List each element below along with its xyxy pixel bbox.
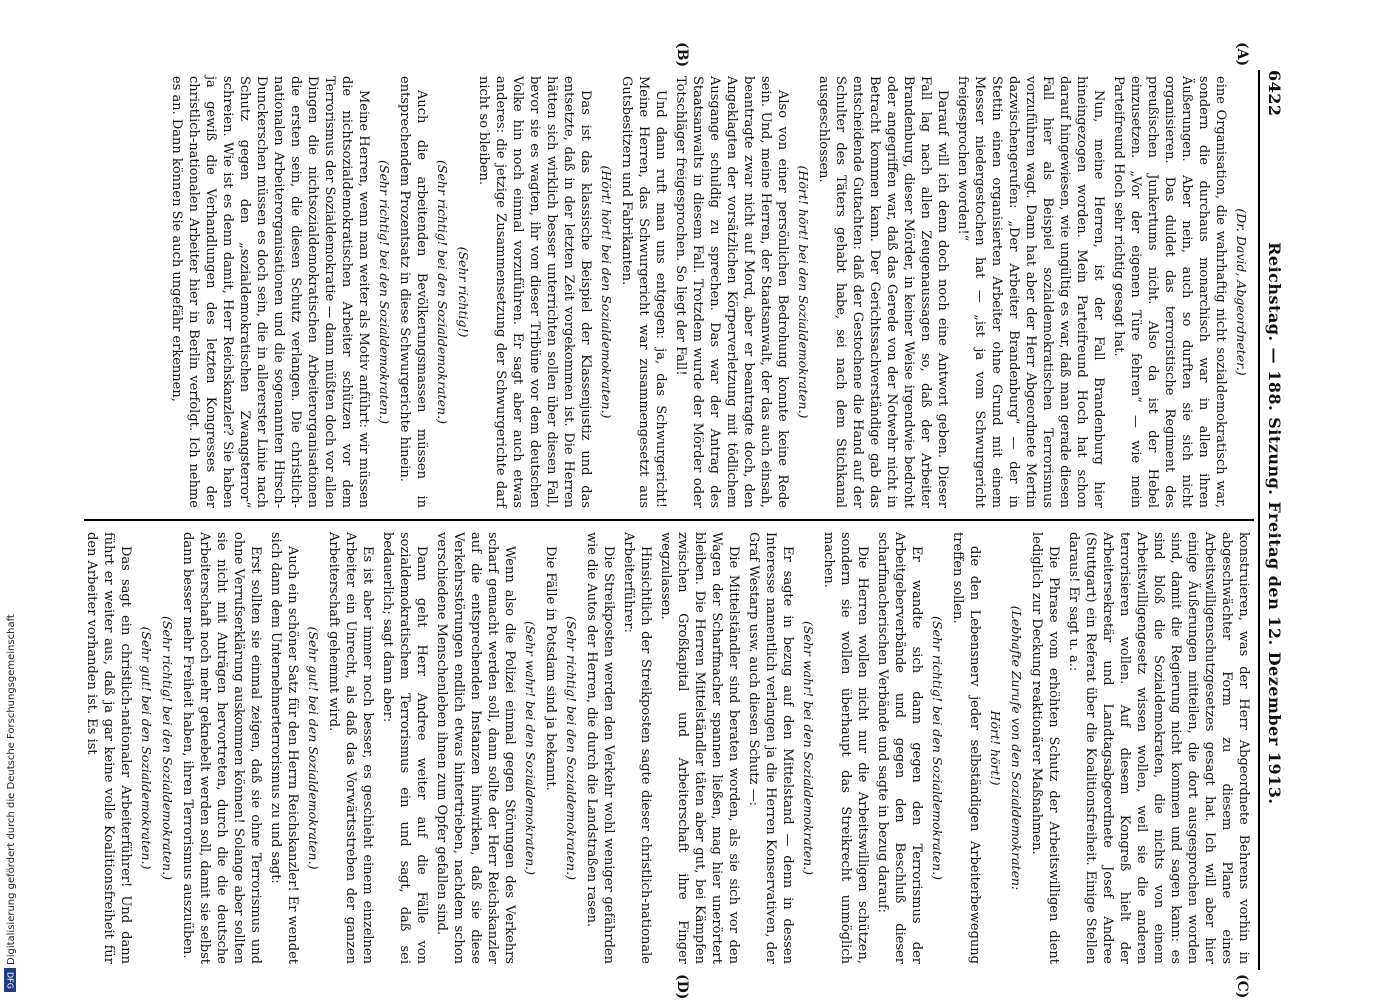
interjection: (Sehr richtig! bei den Sozialdemokraten.) [930, 616, 945, 880]
paragraph: Auch die arbeitenden Bevölkerungsmassen müssen in entsprechendem Prozentsatz in diese Schwurgerichte hinein. [397, 76, 429, 508]
speaker-label: (Dr. David, Abgeordneter.) [1234, 208, 1249, 376]
marker-b: (B) [674, 42, 690, 68]
quote: Die Herren wollen nicht nur die Arbeitswilligen schützen, sondern sie wollen überhaupt das Streikrecht unmöglich machen. [821, 532, 870, 964]
page-title: Reichstag. — 188. Sitzung. Freitag den 12. Dezember 1913. [1265, 242, 1285, 805]
column-right [80, 532, 1252, 964]
quote: Die Streikposten werden den Verkehr wohl weniger gefährden wie die Autos der Herren, die durch die Landstraßen rasen. [584, 532, 616, 964]
paragraph: Meine Herren, wenn man weiter als Motiv anführt: wir müssen die nichtsozialdemokratischen Arbeiter schützen vor dem Terrorismus der Sozialdemokratie — dann müßten doch vor allen Dingen die nichtsozialdemokratischen Arbeiterorganisationen die ersten sein, die diesen Schutz verlangen. Die christlich-nationalen Arbeiterorganisationen und die sogenannten Hirsch-Dunckerschen müssen es doch sein, die in allererster Linie nach Schutz gegen den „sozialdemokratischen Zwangsterror“ schreien. Wie ist es denn damit, Herr Reichskanzler? Sie haben ja gewiß die Verhandlungen des letzten Kongresses der christlich-nationalen Arbeiter hier in Berlin verfolgt. Ich nehme es an. Dann können Sie auch ungefähr erkennen, [169, 76, 371, 508]
interjection: (Sehr richtig!) [456, 246, 471, 338]
paragraph: Hinsichtlich der Streikposten sagte dieser christlich-nationale Arbeiterführer: [621, 532, 653, 964]
paragraph: Darauf will ich denn doch noch eine Antwort geben. Dieser Fall lag nach allen Zeugenaussagen so, daß der Arbeiter Brandenburg, dieser Mörder, in keiner Weise irgendwie bedroht oder angegriffen war, daß das Gerede von der Notwehr nicht in Betracht kommen kann. Der Gerichtssachverständige gab das entscheidende Gutachten: daß der Gestochene die Hand auf der Schulter des Täters gehabt habe, sei nach dem Stichkanal ausgeschlossen. [816, 76, 950, 508]
digitization-credit: Digitalisierung gefördert durch die Deutsche Forschungsgemeinschaft [6, 614, 17, 965]
quote: Die Mittelständler sind beraten worden, als sie sich vor den Wagen der Scharfmacher spannen ließen, mag hier unerörtert bleiben. Die Herren Mittelständler täten aber gut, bei Kämpfen zwischen Großkapital und Arbeiterschaft ihre Finger wegzulassen. [658, 532, 741, 964]
paragraph: Also von einer persönlichen Bedrohung konnte keine Rede sein. Und, meine Herren, der Staatsanwalt, der das auch einsah, beantragte zwar nicht auf Mord, aber er beantragte doch, den Angeklagten der vorsätzlichen Körperverletzung mit tödlichem Ausgange schuldig zu sprechen. Das war der Antrag des Staatsanwalts in diesem Fall. Trotzdem wurde der Mörder oder Totschläger freigesprochen. So liegt der Fall! [673, 76, 790, 508]
quote: Erst sollten sie einmal zeigen, daß sie ohne Terrorismus und ohne Verrufserklärung auskommen können! Solange aber sollten sie nicht mit Anträgen hervortreten, durch die die deutsche Arbeiterschaft noch mehr geknebelt werden soll, damit sie selbst dann besser mehr Freiheit haben, ihren Terrorismus auszuüben. [180, 532, 263, 964]
paragraph: konstruieren, was der Herr Abgeordnete Behrens vorhin in abgeschwächter Form zu diesem Plane eines Arbeitswilligenschutzgesetzes gesagt hat. Ich will aber hier einige Äußerungen mitteilen, die dort ausgesprochen worden sind, damit die Regierung nicht kommen und sagen kann: es sind bloß die Sozialdemokraten, die nichts von einem Arbeitswilligengesetz wissen wollen, weil sie die anderen terrorisieren wollen. Auf diesem Kongreß hielt der Arbeitersekretär und Landtagsabgeordnete Josef Andree (Stuttgart) ein Referat über die Koalitionsfreiheit. Einige Stellen daraus! Er sagt u. a.: [1066, 532, 1251, 964]
page-header [1260, 70, 1290, 970]
paragraph: Er sagte in bezug auf den Mittelstand — denn in dessen Interesse namentlich verlangen ja die Herren Konservativen, der Graf Westarp usw. auch diesen Schutz —: [746, 532, 795, 964]
column-left [165, 76, 1252, 508]
interjection: (Sehr richtig! bei den Sozialdemokraten.) [377, 160, 392, 424]
interjection: (Sehr richtig! bei den Sozialdemokraten.) [435, 160, 450, 424]
header-rule [1258, 70, 1260, 970]
quote: die den Lebensnerv jeder selbständigen Arbeiterbewegung treffen sollen. [950, 532, 982, 964]
interjection: (Sehr gut! bei den Sozialdemokraten.) [139, 626, 154, 870]
paragraph: Das ist das klassische Beispiel der Klassenjustiz und das entsetzte, daß in der letzten Zeit vorgekommen ist. Die Herren hätten sich wirklich besser unterrichten sollen über diesen Fall, bevor sie es wagten, ihr von dieser Tribüne vor dem deutschen Volke hin noch einmal vorzuführen. Er sagt aber auch etwas anderes: die jetzige Zusammensetzung der Schwurgerichte darf nicht so bleiben. [476, 76, 593, 508]
column-divider [84, 519, 1254, 521]
marker-d: (D) [674, 974, 690, 1000]
paragraph: Nun, meine Herren, ist der Fall Brandenburg hier hineingezogen worden. Mein Parteifreund Hoch hat schon darauf hingewiesen, wie ungültig es war, daß man gerade diesen Fall hier als Beispiel sozialdemokratischen Terrorismus vorzuführen wagt. Dann hat aber der Herr Abgeordnete Mertin dazwischengerufen: „Der Arbeiter Brandenburg“ — der in Stettin einen organisierten Arbeiter ohne Grund mit einem Messer niedergestochen hat — „ist ja vom Schwurgericht freigesprochen worden!“ [955, 76, 1106, 508]
paragraph: Und dann ruft man uns entgegen: ja, das Schwurgericht! Meine Herren, das Schwurgericht war zusammengesetzt aus Gutsbesitzern und Fabrikanten. [619, 76, 668, 508]
quote: Die Phrase vom erhöhten Schutz der Arbeitswilligen dient lediglich zur Deckung reaktionärer Maßnahmen. [1029, 532, 1061, 964]
interjection: (Sehr richtig! bei den Sozialdemokraten.) [564, 616, 579, 880]
page-number: 6422 [1265, 70, 1285, 117]
interjection: (Sehr wahr! bei den Sozialdemokraten.) [523, 620, 538, 876]
interjection: (Sehr gut! bei den Sozialdemokraten.) [306, 626, 321, 870]
paragraph: Dann geht Herr Andree weiter auf die Fälle von sozialdemokratischem Terrorismus ein und sagt, daß sei bedauerlich; sagt dann aber: [380, 532, 429, 964]
interjection: (Lebhafte Zurufe von den Sozialdemokraten: [1009, 605, 1024, 891]
paragraph: Auch ein schöner Satz für den Herrn Reichskanzler! Er wendet sich dann dem Unternehmerterrorismus zu und sagt: [268, 532, 300, 964]
marker-a: (A) [1234, 42, 1250, 67]
interjection: Hört! hört!) [988, 710, 1003, 786]
rotated-page [80, 42, 1290, 1000]
interjection: (Sehr wahr! bei den Sozialdemokraten.) [801, 620, 816, 876]
paragraph: Er wandte sich dann gegen den Terrorismus der Arbeitgeberverbände und gegen den Beschluß dieser scharfmacherischen Verbände und sagte in bezug darauf: [875, 532, 924, 964]
interjection: (Hört! hört! bei den Sozialdemokraten.) [599, 165, 614, 419]
paragraph: eine Organisation, die wahrhaftig nicht sozialdemokratisch war, sondern die durchaus monarchisch war in allen ihren Äußerungen. Aber nein, auch so durften sie sich nicht organisieren. Das duldet das terroristische Regiment des preußischen Junkertums nicht. Also da ist der Hebel einzusetzen. „Vor der eigenen Türe fehren“ — wie mein Parteifreund Hoch sehr richtig gesagt hat. [1111, 76, 1228, 508]
dfg-logo: DFG [4, 968, 16, 992]
quote: Es ist aber immer noch besser, es geschieht einem einzelnen Arbeiter ein Unrecht, als daß das Vorwärtsstreben der ganzen Arbeiterschaft gehemmt wird. [326, 532, 375, 964]
paragraph: Wenn also die Polizei einmal gegen Störungen des Verkehrs scharf gemacht werden soll, dann sollte der Herr Reichskanzler auf die entsprechenden Instanzen hinwirken, daß sie diese Verkehrsstörungen endlich etwas hintertrieben, nachdem schon verschiedene Menschenleben ihnen zum Opfer gefallen sind. [434, 532, 517, 964]
interjection: (Sehr richtig! bei den Sozialdemokraten.) [160, 616, 175, 880]
paragraph: Die Fälle in Potsdam sind ja bekannt. [543, 546, 558, 791]
interjection: (Hört! hört! bei den Sozialdemokraten.) [796, 165, 811, 419]
paragraph: Das sagt ein christlich-nationaler Arbeiterführer! Und dann führt er weiter aus, daß ja gar keine volle Koalitionsfreiheit für den Arbeiter vorhanden ist. Es ist [84, 532, 133, 964]
marker-c: (C) [1234, 974, 1250, 999]
